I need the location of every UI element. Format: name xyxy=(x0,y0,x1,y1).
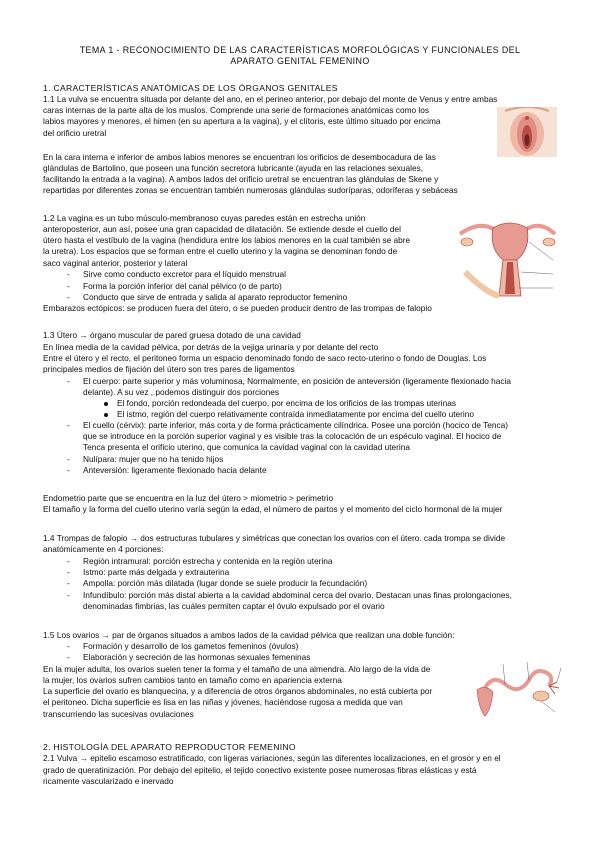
list-item: Sirve como conducto excretor para el líquido menstrual xyxy=(83,269,286,279)
vulva-paragraph-line: caras internas de la parte alta de los muslos. Comprende una serie de formaciones anatómicas como los xyxy=(43,105,430,115)
utero-paragraph-line: Entre el útero y el recto, el peritoneo forma un espacio denominado fondo de saco recto-uterino o fondo de Douglas. Los xyxy=(43,353,487,363)
bartolino-paragraph-line: glándulas de Bartolino, que poseen una función secretora lubricante (ayuda en las relaciones sexuales, xyxy=(43,163,424,173)
vagina-paragraph-line: 1.2 La vagina es un tubo músculo-membranoso cuyas paredes están en estrecha unión xyxy=(43,213,366,223)
list-dash: - xyxy=(67,556,70,566)
list-dash: - xyxy=(67,269,70,279)
trompas-paragraph-line: 1.4 Trompas de falopio → dos estructuras tubulares y simétricas que conectan los ovarios con el útero. cada trompa se divide xyxy=(43,533,506,543)
list-item: Elaboración y secreción de las hormonas sexuales femeninas xyxy=(83,652,311,662)
ovarios-paragraph-line: el peritoneo. Dicha superficie es lisa en las niñas y jóvenes, haciéndose rugosa a medida que van xyxy=(43,697,403,707)
list-dash: - xyxy=(67,578,70,588)
cuello-line: El cuello (cérvix): parte inferior, más corta y de forma prácticamente cilíndrica. Posee una porción (hocico de Tenca) xyxy=(83,420,509,430)
bartolino-paragraph-line: repartidas por diferentes zonas se encuentran también numerosas glándulas sudoríparas, odoríferas y sebáceas xyxy=(43,185,458,195)
list-dash: - xyxy=(67,454,70,464)
endometrio-note: Endometrio parte que se encuentra en la luz del útero > miometrio > perimetrio xyxy=(43,493,334,503)
ovarios-heading: 1.5 Los ovarios → par de órganos situados a ambos lados de la cavidad pélvica que realizan una doble función: xyxy=(43,630,455,640)
cuerpo-line: El cuerpo: parte superior y más voluminosa, Normalmente, en posición de anteversión (ligeramente flexionado hacia xyxy=(83,376,511,386)
vulva-paragraph-line: labios mayores y menores, el himen (en su apertura a la vagina), y el clítoris, este último situado por encima xyxy=(43,116,441,126)
cuello-line: que se introduce en la porción superior vaginal y es visible tras la colocación de un espéculo vaginal. El hocico de xyxy=(83,431,502,441)
vulva-paragraph-line: 1.1 La vulva se encuentra situada por delante del ano, en el perineo anterior, por debajo del monte de Venus y entre ambas xyxy=(43,94,498,104)
list-dash: - xyxy=(67,590,70,600)
document-title-line-1: TEMA 1 - RECONOCIMIENTO DE LAS CARACTERÍSTICAS MORFOLÓGICAS Y FUNCIONALES DEL xyxy=(79,45,521,55)
list-item: denominadas fimbrias, las cuáles permiten captar el óvulo expulsado por el ovario xyxy=(83,601,385,611)
anteversion-item: Anteversión: ligeramente flexionado hacia delante xyxy=(83,465,267,475)
list-item: Ampolla: porción más dilatada (lugar donde se suele producir la fecundación) xyxy=(83,578,368,588)
list-dash: - xyxy=(67,292,70,302)
list-item: Región intramural: porción estrecha y contenida en la región uterina xyxy=(83,556,333,566)
histologia-paragraph-line: 2.1 Vulva → epitelio escamoso estratificado, con ligeras variaciones, según las diferentes localizaciones, en el grosor y en el xyxy=(43,753,501,763)
list-item: Forma la porción inferior del canal pélvico (o de parto) xyxy=(83,281,282,291)
list-dash: - xyxy=(67,652,70,662)
list-dash: - xyxy=(67,641,70,651)
utero-paragraph-line: En línea media de la cavidad pélvica, por detrás de la vejiga urinaria y por delante del recto xyxy=(43,342,379,352)
cuerpo-sub-item: El istmo, región del cuerpo relativamente contraída inmediatamente por encima del cuello uterino xyxy=(117,409,474,419)
vagina-paragraph-line: saco vaginal anterior, posterior y lateral xyxy=(43,258,188,268)
histologia-paragraph-line: grado de queratinización. Por debajo del epitelio, el tejido conectivo existente posee numerosas fibras elásticas y está xyxy=(43,765,477,775)
bartolino-paragraph-line: En la cara interna e inferior de ambos labios menores se encuentran los orificios de desembocadura de las xyxy=(43,152,436,162)
histologia-paragraph-line: ricamente vascularizado e inervado xyxy=(43,776,174,786)
document-title-line-2: APARATO GENITAL FEMENINO xyxy=(230,56,370,66)
fallopian-tube-illustration xyxy=(475,658,563,720)
list-dash: - xyxy=(67,281,70,291)
list-item: Formación y desarrollo de los gametos femeninos (óvulos) xyxy=(83,641,299,651)
ovarios-paragraph-line: En la mujer adulta, los ovarios suelen tener la forma y el tamaño de una almendra. Alo largo de la vida de xyxy=(43,664,431,674)
bullet-dot xyxy=(104,413,108,417)
cuerpo-line: delante). A su vez , podemos distinguir dos porciones xyxy=(83,387,280,397)
list-dash: - xyxy=(67,465,70,475)
vulva-paragraph-line: del orificio uretral xyxy=(43,128,107,138)
list-dash: - xyxy=(67,376,70,386)
nulipara-item: Nulípara: mujer que no ha tenido hijos xyxy=(83,454,224,464)
utero-paragraph-line: principales medios de fijación del útero son tres pares de ligamentos xyxy=(43,364,295,374)
trompas-paragraph-line: anatómicamente en 4 porciones: xyxy=(43,544,164,554)
vagina-paragraph-line: anteroposterior, aun así, posee una gran capacidad de dilatación. Se extiende desde el cuello del xyxy=(43,224,401,234)
cuello-line: Tenca presenta el orificio uterino, que comunica la cavidad vaginal con la cavidad uterina xyxy=(83,442,411,452)
vagina-paragraph-line: la uretra). Los espacios que se forman entre el cuello uterino y la vagina se denominan fondo de xyxy=(43,246,398,256)
utero-heading: 1.3 Útero → órgano muscular de pared gruesa dotado de una cavidad xyxy=(43,330,301,340)
list-item: Istmo: parte más delgada y extrauterina xyxy=(83,567,230,577)
cuerpo-sub-item: El fondo, porción redondeada del cuerpo, por encima de los orificios de las trompas uterinas xyxy=(117,398,456,408)
section-2-heading: 2. HISTOLOGÍA DEL APARATO REPRODUCTOR FEMENINO xyxy=(43,742,296,752)
bartolino-paragraph-line: facilitando la entrada a la vagina). A ambos lados del orificio uretral se encuentran las glándulas de Skene y xyxy=(43,174,439,184)
list-item: Infundíbulo: porción más distal abierta a la cavidad abdominal cerca del ovario. Destacan unas finas prolongaciones, xyxy=(83,590,512,600)
ovarios-paragraph-line: transcurriendo las sucesivas ovulaciones xyxy=(43,709,194,719)
cuello-size-note: El tamaño y la forma del cuello uterino varía según la edad, el número de partos y el momento del ciclo hormonal de la mujer xyxy=(43,504,503,514)
list-item: Conducto que sirve de entrada y salida al aparato reproductor femenino xyxy=(83,292,348,302)
uterus-vagina-illustration xyxy=(455,212,560,300)
ovarios-paragraph-line: la mujer, los ovarios sufren cambios tanto en tamaño como en apariencia externa xyxy=(43,675,342,685)
ectopic-pregnancy-note: Embarazos ectópicos: se producen fuera del útero, o se pueden producir dentro de las trompas de falopio xyxy=(43,303,432,313)
list-dash: - xyxy=(67,567,70,577)
section-1-heading: 1. CARACTERÍSTICAS ANATÓMICAS DE LOS ÓRGANOS GENITALES xyxy=(43,83,338,93)
list-dash: - xyxy=(67,420,70,430)
bullet-dot xyxy=(104,402,108,406)
vagina-paragraph-line: útero hasta el vestíbulo de la vagina (hendidura entre los labios menores en la cual también se abre xyxy=(43,235,411,245)
ovarios-paragraph-line: La superficie del ovario es blanquecina, y a diferencia de otros órganos abdominales, no está cubierta por xyxy=(43,686,433,696)
vulva-illustration xyxy=(497,107,557,157)
